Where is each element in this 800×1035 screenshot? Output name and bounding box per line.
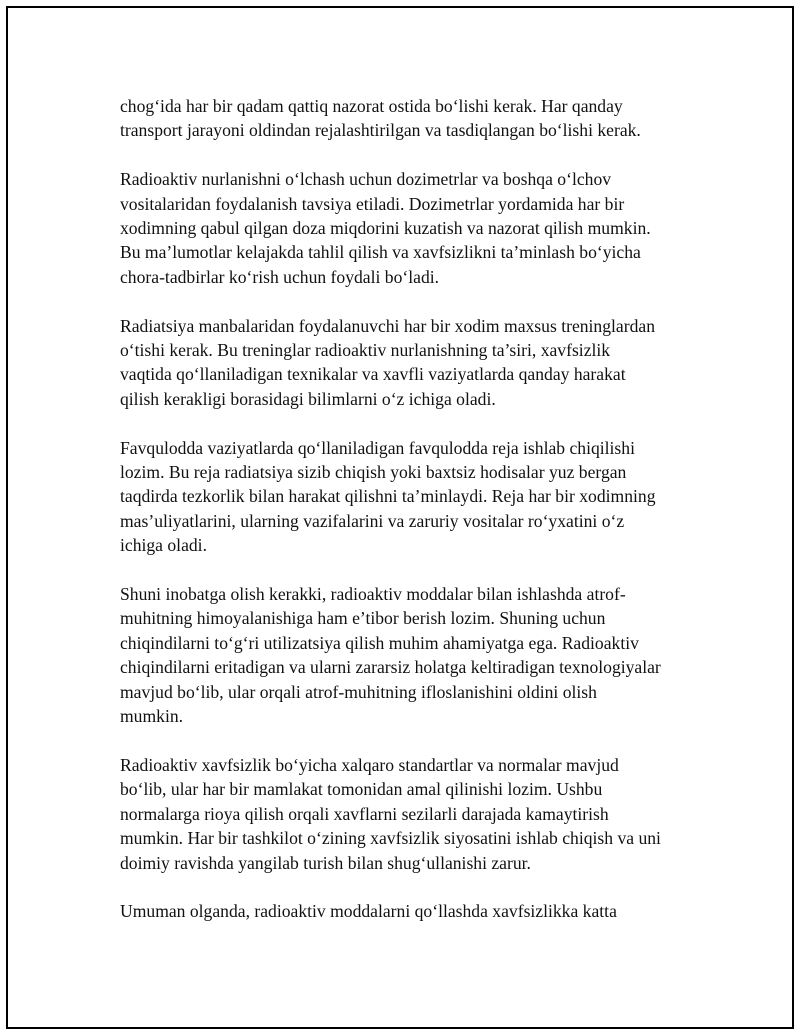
- text-line: taqdirda tezkorlik bilan harakat qilishni ta’minlaydi. Reja har bir xodimning: [120, 486, 656, 507]
- text-line: lozim. Bu reja radiatsiya sizib chiqish yoki baxtsiz hodisalar yuz bergan: [120, 462, 627, 483]
- paragraph-1: [120, 94, 690, 143]
- text-line: vaqtida qo‘llaniladigan texnikalar va xavfli vaziyatlarda qanday harakat: [120, 364, 626, 385]
- text-line: muhitning himoyalanishiga ham e’tibor berish lozim. Shuning uchun: [120, 608, 606, 629]
- text-line: ichiga oladi.: [120, 535, 207, 556]
- paragraph-3: [120, 314, 690, 412]
- paragraph-5: [120, 582, 690, 728]
- text-line: o‘tishi kerak. Bu treninglar radioaktiv nurlanishning ta’siri, xavfsizlik: [120, 340, 611, 361]
- text-line: Radioaktiv nurlanishni o‘lchash uchun dozimetrlar va boshqa o‘lchov: [120, 169, 612, 190]
- paragraph-6: [120, 753, 690, 875]
- text-line: xodimning qabul qilgan doza miqdorini kuzatish va nazorat qilish mumkin.: [120, 218, 651, 239]
- paragraph-4: [120, 436, 690, 558]
- text-line: Radiatsiya manbalaridan foydalanuvchi har bir xodim maxsus treninglardan: [120, 315, 655, 336]
- text-line: doimiy ravishda yangilab turish bilan shug‘ullanishi zarur.: [120, 852, 531, 873]
- text-line: mumkin. Har bir tashkilot o‘zining xavfsizlik siyosatini ishlab chiqish va uni: [120, 828, 661, 849]
- document-body: [120, 94, 690, 948]
- text-line: Shuni inobatga olish kerakki, radioaktiv moddalar bilan ishlashda atrof-: [120, 584, 626, 605]
- text-line: chora-tadbirlar ko‘rish uchun foydali bo‘ladi.: [120, 266, 440, 287]
- text-line: Favqulodda vaziyatlarda qo‘llaniladigan favqulodda reja ishlab chiqilishi: [120, 437, 635, 458]
- text-line: chiqindilarni eritadigan va ularni zararsiz holatga keltiradigan texnologiyalar: [120, 657, 661, 678]
- text-line: vositalaridan foydalanish tavsiya etiladi. Dozimetrlar yordamida har bir: [120, 193, 625, 214]
- text-line: normalarga rioya qilish orqali xavflarni sezilarli darajada kamaytirish: [120, 803, 609, 824]
- text-line: mumkin.: [120, 706, 184, 727]
- text-line: Bu ma’lumotlar kelajakda tahlil qilish va xavfsizlikni ta’minlash bo‘yicha: [120, 242, 641, 263]
- text-line: mas’uliyatlarini, ularning vazifalarini va zaruriy vositalar ro‘yxatini o‘z: [120, 510, 625, 531]
- text-line: bo‘lib, ular har bir mamlakat tomonidan amal qilinishi lozim. Ushbu: [120, 779, 603, 800]
- text-line: chiqindilarni to‘g‘ri utilizatsiya qilish muhim ahamiyatga ega. Radioaktiv: [120, 632, 639, 653]
- paragraph-7: [120, 899, 690, 923]
- paragraph-2: [120, 167, 690, 289]
- text-line: mavjud bo‘lib, ular orqali atrof-muhitning ifloslanishini oldini olish: [120, 681, 597, 702]
- text-line: chog‘ida har bir qadam qattiq nazorat ostida bo‘lishi kerak. Har qanday: [120, 96, 623, 116]
- text-line: Radioaktiv xavfsizlik bo‘yicha xalqaro standartlar va normalar mavjud: [120, 754, 619, 775]
- text-line: transport jarayoni oldindan rejalashtirilgan va tasdiqlangan bo‘lishi kerak.: [120, 120, 641, 141]
- text-line: Umuman olganda, radioaktiv moddalarni qo‘llashda xavfsizlikka katta: [120, 901, 617, 922]
- text-line: qilish kerakligi borasidagi bilimlarni o‘z ichiga oladi.: [120, 388, 496, 409]
